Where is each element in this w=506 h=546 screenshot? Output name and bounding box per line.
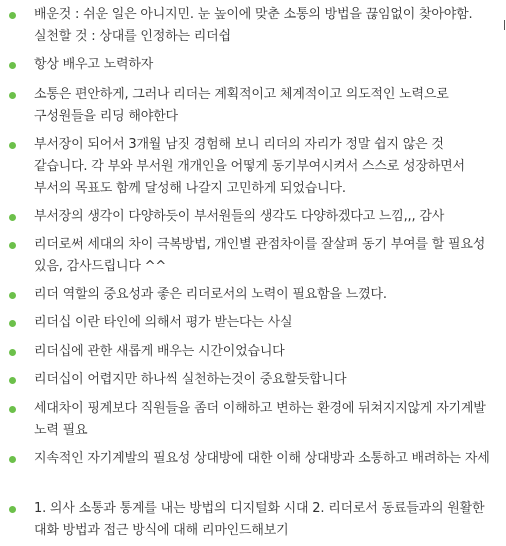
bullet-icon [9,506,16,513]
list-item-text: 세대차이 핑계보다 직원들을 좀더 이해하고 변하는 환경에 뒤쳐지지않게 자기계발 노력 필요 [34,401,486,438]
list-item-text: 리더십에 관한 새롭게 배우는 시간이었습니다 [34,344,285,359]
list-item-text: 부서장의 생각이 다양하듯이 부서원들의 생각도 다양하겠다고 느낌,,, 감사 [34,209,445,224]
list-item-text: 배운것 : 쉬운 일은 아니지민. 눈 높이에 맞춘 소통의 방법을 끊임없이 찾아야함. 실천할 것 : 상대를 인정하는 리더쉽 [34,7,473,44]
bullet-icon [9,292,16,299]
bullet-icon [9,242,16,249]
list-item [0,206,506,228]
bullet-icon [9,62,16,69]
bullet-icon [9,456,16,463]
list-item-text: 항상 배우고 노력하자 [34,57,154,72]
list-item [0,398,506,442]
bullet-icon [9,12,16,19]
list-item [0,54,506,76]
list-item [0,498,506,542]
list-item [0,312,506,334]
list-item [0,284,506,306]
list-item-text: 리더로써 세대의 차이 극복방법, 개인별 관점차이를 잘살펴 동기 부여를 할 필요성 있음, 감사드립니다 ^^ [34,237,486,274]
bullet-icon [9,406,16,413]
scroll-edge-marker [504,20,505,30]
bullet-icon [9,320,16,327]
bullet-icon [9,214,16,221]
bullet-icon [9,142,16,149]
bullet-icon [9,377,16,384]
list-item-text: 리더십 이란 타인에 의해서 평가 받는다는 사실 [34,315,293,330]
list-item-text: 지속적인 자기계발의 필요성 상대방에 대한 이해 상대방과 소통하고 배려하는 자세 [34,451,490,466]
list-item-text: 리더 역할의 중요성과 좋은 리더로서의 노력이 필요함을 느꼈다. [34,287,387,302]
list-item [0,341,506,363]
list-item [0,448,506,470]
list-item-text: 부서장이 되어서 3개월 남짓 경험해 보니 리더의 자리가 정말 쉽지 않은 것 같습니다. 각 부와 부서원 개개인을 어떻게 동기부여시켜서 스스로 성장하면서 부서의 목표도 함께 달성해 나갈지 고민하게 되었습니다. [34,137,465,196]
list-item [0,134,506,200]
list-item [0,369,506,391]
list-item-text: 소통은 편안하게, 그러나 리더는 계획적이고 체계적이고 의도적인 노력으로 구성원들을 리딩 해야한다 [34,87,449,124]
bullet-icon [9,92,16,99]
bullet-icon [9,349,16,356]
list-item-text: 1. 의사 소통과 통계를 내는 방법의 디지털화 시대 2. 리더로서 동료들과의 원활한 대화 방법과 접근 방식에 대해 리마인드해보기 [34,501,485,538]
list-item [0,84,506,128]
list-item [0,4,506,48]
list-item-text: 리더십이 어렵지만 하나씩 실천하는것이 중요할듯합니다 [34,372,347,387]
list-item [0,234,506,278]
